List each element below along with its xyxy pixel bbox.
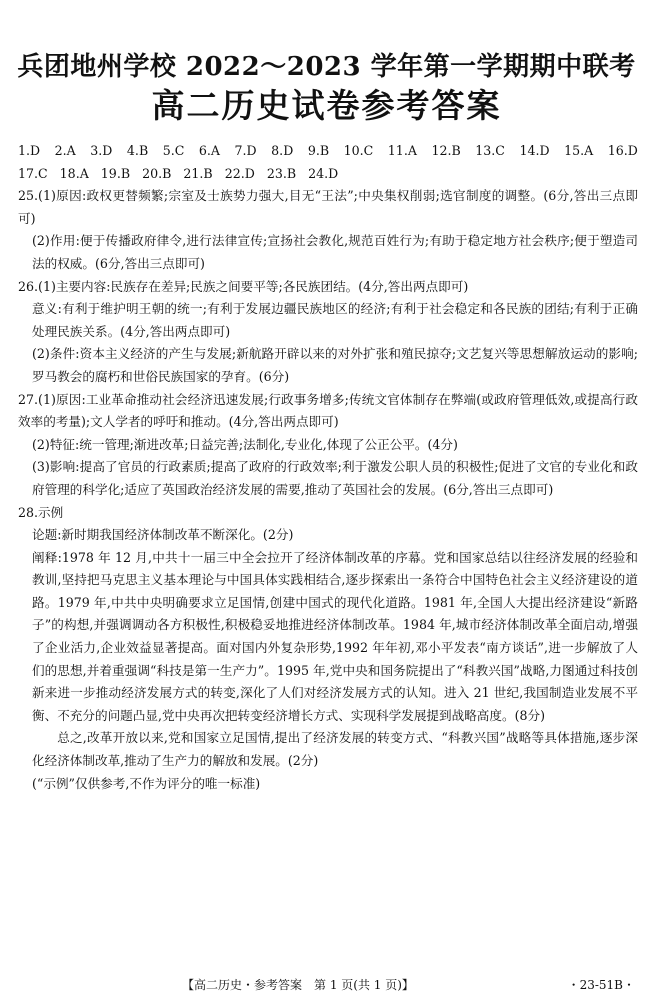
q28-thesis: 论题:新时期我国经济体制改革不断深化。(2分) <box>32 527 294 543</box>
mc-answer: 4.B <box>126 143 149 158</box>
mc-answer: 9.B <box>307 143 330 158</box>
mc-answer: 3.D <box>90 143 113 158</box>
multiple-choice-row-1 <box>18 140 638 163</box>
mc-answer: 24.D <box>308 165 339 181</box>
answer-content <box>18 140 638 795</box>
mc-answer: 16.D <box>607 143 638 158</box>
q27-part1: 27.(1)原因:工业革命推动社会经济迅速发展;行政事务增多;传统文官体制存在弊端(或政府管理低效,或提高行政效率的考量);文人学者的呼吁和推动。(4分,答出两点即可) <box>18 391 638 430</box>
mc-answer: 20.B <box>142 165 172 181</box>
answer-key-title: 高二历史试卷参考答案 <box>151 86 502 125</box>
mc-answer: 11.A <box>387 143 417 158</box>
mc-answer: 22.D <box>224 165 255 181</box>
q26-significance: 意义:有利于维护明王朝的统一;有利于发展边疆民族地区的经济;有利于社会稳定和各民族的团结;有利于正确处理民族关系。(4分,答出两点即可) <box>32 301 638 339</box>
q26-part1: 26.(1)主要内容:民族存在差异;民族之间要平等;各民族团结。(4分,答出两点即可) <box>18 278 469 294</box>
page-footer <box>0 976 653 996</box>
q27-part3: (3)影响:提高了官员的行政素质;提高了政府的行政效率;利于激发公职人员的积极性;促进了文官的专业化和政府管理的科学化;适应了英国政治经济发展的需要,推动了英国社会的发展。(6分,答出三点即可) <box>32 459 638 497</box>
mc-answer: 10.C <box>343 143 374 158</box>
mc-answer: 12.B <box>431 143 461 158</box>
q25-part2: (2)作用:便于传播政府律令,进行法律宣传;宣扬社会教化,规范百姓行为;有助于稳定地方社会秩序;便于塑造司法的权威。(6分,答出三点即可) <box>32 233 638 271</box>
exam-title: 兵团地州学校 2022～2023 学年第一学期期中联考 <box>17 52 636 82</box>
q25-part1: 25.(1)原因:政权更替频繁;宗室及士族势力强大,目无“王法”;中央集权削弱;选官制度的调整。(6分,答出三点即可) <box>18 188 638 226</box>
mc-answer: 6.A <box>198 143 221 158</box>
footer-code: ・23-51B・ <box>567 978 635 992</box>
q26-part2: (2)条件:资本主义经济的产生与发展;新航路开辟以来的对外扩张和殖民掠夺;文艺复兴等思想解放运动的影响;罗马教会的腐朽和世俗民族国家的孕育。(6分) <box>32 346 638 384</box>
mc-answer: 2.A <box>54 143 76 158</box>
multiple-choice-row-2 <box>18 163 638 186</box>
mc-answer: 13.C <box>475 143 505 158</box>
footer-page-info: 【高二历史・参考答案 第 1 页(共 1 页)】 <box>182 978 414 992</box>
mc-answer: 19.B <box>100 165 131 181</box>
mc-answer: 15.A <box>564 143 594 158</box>
q28-summary: 总之,改革开放以来,党和国家立足国情,提出了经济发展的转变方式、“科教兴国”战略等具体措施,逐步深化经济体制改革,推动了生产力的解放和发展。(2分) <box>32 730 638 769</box>
mc-answer: 18.A <box>59 165 89 181</box>
q28-label: 28.示例 <box>18 504 64 520</box>
mc-answer: 14.D <box>519 143 550 158</box>
mc-answer: 23.B <box>266 165 297 181</box>
mc-answer: 7.D <box>234 143 257 158</box>
mc-answer: 5.C <box>162 143 185 158</box>
q28-elaboration: 阐释:1978 年 12 月,中共十一届三中全会拉开了经济体制改革的序幕。党和国家总结以往经济发展的经验和教训,坚持把马克思主义基本理论与中国具体实践相结合,逐步探索出一条符合中国特色社会主义经济建设的道路。1979 年,中共中央明确要求立足国情,创建中国式的现代化道路。1981 年,全国人大提出经济建设“新路子”的构想,并强调调动各方积极性,积极稳妥地推进经济体制改革。1984 年,城市经济体制改革全面启动,增强了企业活力,企业效益显著提高。面对国内外复杂形势,1992 年年初,邓小平发表“南方谈话”,进一步解放了人们的思想,并着重强调“科技是第一生产力”。1995 年,党中央和国务院提出了“科教兴国”战略,力图通过科技创新来进一步推动经济发展方式的转变,深化了人们对经济发展方式的认知。进入 21 世纪,我国制造业发展不平衡、不充分的问题凸显,党中央再次把转变经济增长方式、实现科学发展提到战略高度。(8分) <box>32 549 638 723</box>
mc-answer: 21.B <box>183 165 213 181</box>
mc-answer: 17.C <box>18 165 48 181</box>
mc-answer: 8.D <box>271 143 294 158</box>
q28-note: (“示例”仅供参考,不作为评分的唯一标准) <box>32 775 261 791</box>
q27-part2: (2)特征:统一管理;渐进改革;日益完善;法制化,专业化,体现了公正公平。(4分) <box>32 436 458 452</box>
mc-answer: 1.D <box>18 143 41 158</box>
